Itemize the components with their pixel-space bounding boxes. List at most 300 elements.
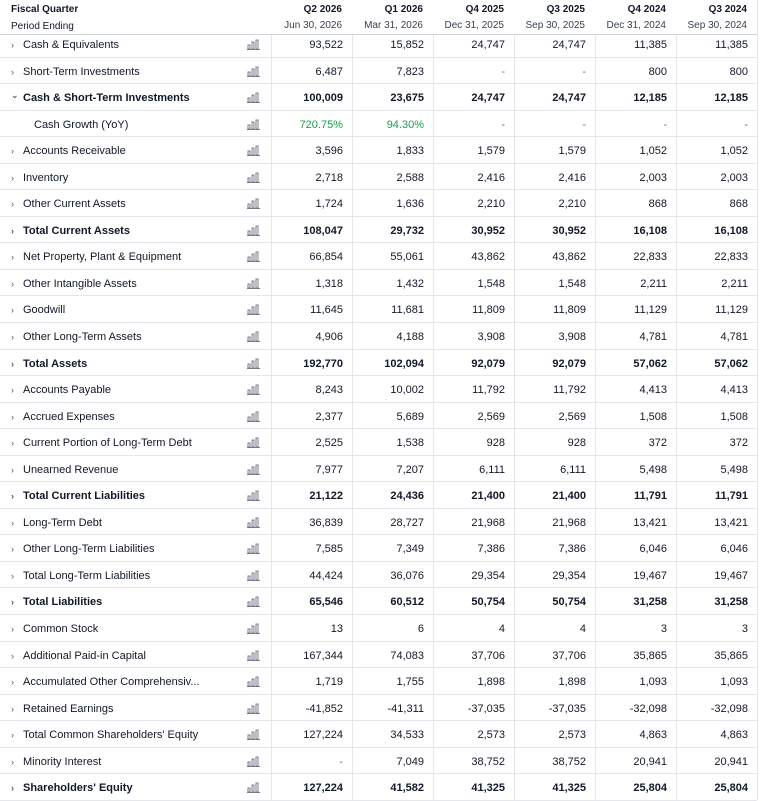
table-cell: 93,522 — [309, 39, 343, 51]
bar-chart-icon[interactable] — [247, 304, 260, 315]
bar-chart-icon[interactable] — [247, 251, 260, 262]
table-cell: 50,754 — [471, 596, 505, 609]
table-row[interactable] — [0, 748, 757, 775]
table-cell: 22,833 — [714, 251, 748, 264]
table-cell: 65,546 — [309, 596, 343, 609]
table-cell: 36,076 — [390, 569, 424, 582]
table-cell: 34,533 — [390, 729, 424, 742]
chevron-right-icon[interactable]: › — [11, 305, 14, 316]
table-cell: 11,792 — [553, 384, 586, 397]
table-cell: 11,809 — [553, 304, 586, 317]
table-cell: 44,424 — [309, 569, 343, 582]
row-label-text: Total Assets — [23, 357, 88, 370]
bar-chart-icon[interactable] — [247, 119, 260, 130]
row-label-text: Total Common Shareholders' Equity — [23, 729, 199, 742]
table-cell: 29,354 — [552, 569, 586, 582]
bar-chart-icon[interactable] — [247, 676, 260, 687]
row-label[interactable] — [11, 517, 102, 529]
table-row[interactable] — [0, 721, 757, 748]
table-cell: 372 — [729, 437, 748, 450]
row-label-text: Common Stock — [23, 623, 99, 636]
table-cell: 21,968 — [471, 516, 505, 529]
bar-chart-icon[interactable] — [247, 782, 260, 793]
table-cell: 4,863 — [720, 729, 748, 742]
table-cell: 11,792 — [472, 384, 505, 397]
table-cell: 12,185 — [714, 92, 748, 105]
row-label[interactable] — [11, 304, 65, 316]
bar-chart-icon[interactable] — [247, 198, 260, 209]
table-row[interactable] — [0, 84, 757, 111]
column-divider — [595, 0, 596, 800]
chevron-right-icon[interactable]: › — [11, 40, 14, 50]
table-cell: 1,636 — [396, 198, 424, 211]
bar-chart-icon[interactable] — [247, 570, 260, 581]
chevron-right-icon[interactable]: › — [11, 358, 14, 369]
column-header[interactable] — [514, 0, 594, 35]
table-cell: 1,432 — [396, 277, 424, 290]
table-cell: 7,349 — [396, 543, 424, 556]
table-cell: 36,839 — [309, 516, 343, 529]
row-label-text: Minority Interest — [23, 755, 102, 768]
row-label[interactable] — [11, 596, 102, 608]
table-cell: 37,706 — [471, 649, 505, 662]
table-row[interactable] — [0, 615, 757, 642]
table-cell: -41,852 — [305, 702, 343, 715]
row-label-text: Cash & Equivalents — [23, 39, 119, 51]
bar-chart-icon[interactable] — [247, 358, 260, 369]
table-cell: 94.30% — [386, 118, 424, 131]
row-label[interactable] — [11, 66, 140, 78]
column-header[interactable] — [676, 0, 756, 35]
bar-chart-icon[interactable] — [247, 145, 260, 156]
bar-chart-icon[interactable] — [247, 39, 260, 50]
table-cell: 5,689 — [396, 410, 424, 423]
bar-chart-icon[interactable] — [247, 729, 260, 740]
row-label-text: Other Long-Term Liabilities — [23, 543, 155, 556]
table-cell: 372 — [648, 437, 667, 450]
table-cell: 4,781 — [639, 331, 667, 344]
table-cell: 1,318 — [315, 277, 343, 290]
row-label[interactable] — [11, 411, 115, 423]
table-cell: 720.75% — [299, 118, 343, 131]
table-cell: 1,579 — [477, 145, 505, 158]
table-cell: -37,035 — [467, 702, 505, 715]
table-cell: 60,512 — [390, 596, 424, 609]
table-cell: 30,952 — [552, 224, 586, 237]
table-cell: 5,498 — [720, 463, 748, 476]
row-label-text: Cash & Short-Term Investments — [23, 92, 190, 105]
column-period-date: Dec 31, 2024 — [606, 20, 666, 31]
chevron-right-icon[interactable]: › — [11, 172, 14, 183]
table-cell: 15,852 — [390, 39, 424, 51]
table-cell: 868 — [648, 198, 667, 211]
table-cell: 7,386 — [477, 543, 505, 556]
bar-chart-icon[interactable] — [247, 517, 260, 528]
table-row[interactable] — [0, 668, 757, 695]
balance-sheet-table — [0, 31, 757, 801]
table-cell: 24,747 — [552, 92, 586, 105]
table-cell: 25,804 — [714, 782, 748, 795]
chevron-right-icon[interactable]: › — [11, 491, 14, 502]
table-cell: 2,210 — [558, 198, 586, 211]
column-divider — [433, 0, 434, 800]
table-row[interactable] — [0, 509, 757, 536]
table-row[interactable] — [0, 562, 757, 589]
table-cell: - — [339, 755, 343, 768]
row-label[interactable] — [11, 251, 181, 263]
table-cell: 21,122 — [309, 490, 343, 503]
row-label-text: Current Portion of Long-Term Debt — [23, 437, 192, 450]
table-row[interactable] — [0, 58, 757, 85]
table-cell: 16,108 — [633, 224, 667, 237]
table-row[interactable] — [0, 588, 757, 615]
table-cell: 2,003 — [720, 171, 748, 184]
row-label[interactable] — [11, 92, 190, 104]
row-label[interactable] — [11, 39, 119, 51]
bar-chart-icon[interactable] — [247, 66, 260, 77]
bar-chart-icon[interactable] — [247, 278, 260, 289]
table-cell: 1,508 — [720, 410, 748, 423]
table-cell: - — [501, 118, 505, 131]
chevron-right-icon[interactable]: › — [11, 199, 14, 210]
table-cell: 1,833 — [396, 145, 424, 158]
table-cell: 167,344 — [303, 649, 343, 662]
bar-chart-icon[interactable] — [247, 437, 260, 448]
table-cell: 35,865 — [714, 649, 748, 662]
row-label-text: Accumulated Other Comprehensiv... — [23, 676, 200, 689]
table-cell: 4,188 — [396, 331, 424, 344]
table-cell: 108,047 — [303, 224, 343, 237]
row-label[interactable] — [11, 570, 150, 582]
table-cell: 1,898 — [477, 676, 505, 689]
table-cell: 24,747 — [471, 92, 505, 105]
chevron-right-icon[interactable]: › — [11, 385, 14, 396]
table-cell: 4,413 — [639, 384, 667, 397]
row-label[interactable] — [34, 119, 128, 131]
table-cell: 38,752 — [471, 755, 505, 768]
table-cell: 55,061 — [390, 251, 424, 264]
table-cell: 43,862 — [471, 251, 505, 264]
bar-chart-icon[interactable] — [247, 464, 260, 475]
table-cell: 6,487 — [315, 65, 343, 78]
table-row[interactable] — [0, 350, 757, 377]
table-cell: 13,421 — [714, 516, 748, 529]
table-cell: 8,243 — [315, 384, 343, 397]
table-cell: 66,854 — [309, 251, 343, 264]
table-cell: 6,046 — [639, 543, 667, 556]
table-row[interactable] — [0, 296, 757, 323]
row-label-text: Accounts Payable — [23, 384, 112, 397]
row-label[interactable] — [11, 278, 137, 290]
chevron-right-icon[interactable]: › — [11, 730, 14, 741]
table-cell: 50,754 — [552, 596, 586, 609]
row-label-text: Retained Earnings — [23, 702, 114, 715]
table-cell: 7,823 — [396, 65, 424, 78]
row-label-text: Short-Term Investments — [23, 65, 140, 78]
row-label[interactable] — [11, 490, 145, 502]
row-label[interactable] — [11, 464, 118, 476]
column-period-date: Sep 30, 2024 — [687, 20, 747, 31]
table-cell: 3,596 — [315, 145, 343, 158]
table-cell: 31,258 — [714, 596, 748, 609]
column-header[interactable] — [271, 0, 351, 35]
row-label-text: Total Current Liabilities — [23, 490, 146, 503]
table-cell: 1,052 — [720, 145, 748, 158]
table-cell: - — [663, 118, 667, 131]
bar-chart-icon[interactable] — [247, 490, 260, 501]
column-divider — [514, 0, 515, 800]
bar-chart-icon[interactable] — [247, 703, 260, 714]
bar-chart-icon[interactable] — [247, 756, 260, 767]
chevron-right-icon[interactable]: › — [11, 570, 14, 581]
table-cell: 41,325 — [471, 782, 505, 795]
table-cell: 92,079 — [471, 357, 505, 370]
row-label[interactable] — [11, 756, 101, 768]
table-cell: 74,083 — [390, 649, 424, 662]
row-label-text: Accounts Receivable — [23, 145, 126, 158]
row-label[interactable] — [11, 145, 126, 157]
table-cell: -32,098 — [710, 702, 748, 715]
table-cell: 2,569 — [558, 410, 586, 423]
column-period-date: Jun 30, 2026 — [284, 20, 342, 31]
row-label-text: Unearned Revenue — [23, 463, 119, 476]
row-label-text: Other Current Assets — [23, 198, 126, 211]
table-cell: 41,325 — [552, 782, 586, 795]
row-label-text: Net Property, Plant & Equipment — [23, 251, 182, 264]
chevron-right-icon[interactable]: › — [11, 544, 14, 555]
table-row[interactable] — [0, 164, 757, 191]
table-cell: 6 — [417, 623, 424, 636]
chevron-right-icon[interactable]: › — [11, 278, 14, 289]
bar-chart-icon[interactable] — [247, 650, 260, 661]
chevron-right-icon[interactable]: › — [11, 650, 14, 661]
table-cell: 3 — [741, 623, 748, 636]
row-label[interactable] — [11, 782, 133, 794]
table-cell: 1,052 — [639, 145, 667, 158]
column-quarter: Q1 2026 — [384, 4, 423, 15]
table-cell: -37,035 — [548, 702, 586, 715]
row-label-text: Long-Term Debt — [23, 516, 102, 529]
table-row[interactable] — [0, 217, 757, 244]
table-row[interactable] — [0, 190, 757, 217]
column-quarter: Q4 2024 — [627, 4, 666, 15]
table-cell: 11,645 — [310, 304, 343, 317]
chevron-right-icon[interactable]: › — [11, 225, 14, 236]
table-cell: 1,755 — [396, 676, 424, 689]
table-row[interactable] — [0, 323, 757, 350]
table-cell: 1,548 — [558, 277, 586, 290]
bar-chart-icon[interactable] — [247, 411, 260, 422]
column-quarter: Q4 2025 — [465, 4, 504, 15]
table-cell: - — [501, 65, 505, 78]
table-cell: 868 — [729, 198, 748, 211]
table-cell: 11,791 — [714, 490, 748, 503]
table-row[interactable] — [0, 403, 757, 430]
table-cell: 192,770 — [303, 357, 343, 370]
table-cell: 2,416 — [558, 171, 586, 184]
table-cell: 102,094 — [384, 357, 424, 370]
table-header — [0, 0, 757, 35]
table-row[interactable] — [0, 137, 757, 164]
bar-chart-icon[interactable] — [247, 543, 260, 554]
table-cell: 1,898 — [558, 676, 586, 689]
table-cell: 4,863 — [639, 729, 667, 742]
table-cell: 10,002 — [390, 384, 424, 397]
row-label-text: Other Intangible Assets — [23, 277, 137, 290]
table-cell: 57,062 — [714, 357, 748, 370]
table-row[interactable] — [0, 429, 757, 456]
row-label[interactable] — [11, 358, 87, 370]
chevron-right-icon[interactable]: › — [11, 438, 14, 449]
chevron-right-icon[interactable]: › — [11, 624, 14, 635]
table-cell: 3 — [660, 623, 667, 636]
table-row[interactable] — [0, 270, 757, 297]
column-period-date: Sep 30, 2025 — [525, 20, 585, 31]
table-cell: 57,062 — [633, 357, 667, 370]
chevron-right-icon[interactable]: › — [11, 677, 14, 688]
row-label[interactable] — [11, 331, 142, 343]
table-right-border — [757, 0, 758, 800]
column-divider — [271, 0, 272, 800]
table-row[interactable] — [0, 535, 757, 562]
chevron-right-icon[interactable]: › — [11, 411, 14, 422]
bar-chart-icon[interactable] — [247, 331, 260, 342]
table-cell: 29,354 — [471, 569, 505, 582]
row-label[interactable] — [11, 676, 199, 688]
bar-chart-icon[interactable] — [247, 596, 260, 607]
table-row[interactable] — [0, 111, 757, 138]
table-cell: 43,862 — [552, 251, 586, 264]
table-cell: 41,582 — [390, 782, 424, 795]
chevron-down-icon[interactable]: ⌄ — [11, 90, 19, 101]
row-label[interactable] — [11, 198, 126, 210]
table-cell: 2,573 — [558, 729, 586, 742]
bar-chart-icon[interactable] — [247, 384, 260, 395]
table-cell: 3,908 — [477, 331, 505, 344]
table-cell: 4,906 — [315, 331, 343, 344]
table-cell: 1,093 — [639, 676, 667, 689]
table-cell: 29,732 — [390, 224, 424, 237]
period-ending-label: Period Ending — [11, 21, 74, 32]
chevron-right-icon[interactable]: › — [11, 66, 14, 77]
table-cell: 25,804 — [633, 782, 667, 795]
row-label-text: Goodwill — [23, 304, 66, 317]
column-divider — [352, 0, 353, 800]
table-cell: 4 — [498, 623, 505, 636]
table-row[interactable] — [0, 456, 757, 483]
chevron-right-icon[interactable]: › — [11, 756, 14, 767]
chevron-right-icon[interactable]: › — [11, 597, 14, 608]
column-quarter: Q3 2024 — [708, 4, 747, 15]
table-cell: 100,009 — [303, 92, 343, 105]
table-cell: 2,211 — [640, 277, 667, 290]
table-cell: 2,718 — [315, 171, 343, 184]
row-label[interactable] — [11, 729, 198, 741]
row-label[interactable] — [11, 623, 98, 635]
row-label-text: Accrued Expenses — [23, 410, 115, 423]
row-label[interactable] — [11, 172, 68, 184]
table-cell: 2,525 — [315, 437, 343, 450]
table-row[interactable] — [0, 243, 757, 270]
chevron-right-icon[interactable]: › — [11, 146, 14, 157]
chevron-right-icon[interactable]: › — [11, 517, 14, 528]
table-cell: 928 — [486, 437, 505, 450]
chevron-right-icon[interactable]: › — [11, 464, 14, 475]
table-cell: 7,386 — [558, 543, 586, 556]
table-row[interactable] — [0, 642, 757, 669]
table-cell: 4,413 — [720, 384, 748, 397]
table-cell: 37,706 — [552, 649, 586, 662]
chevron-right-icon[interactable]: › — [11, 783, 14, 794]
table-cell: 928 — [567, 437, 586, 450]
row-label[interactable] — [11, 384, 111, 396]
bar-chart-icon[interactable] — [247, 225, 260, 236]
table-cell: 13 — [330, 623, 343, 636]
table-cell: 7,049 — [396, 755, 424, 768]
table-cell: 3,908 — [558, 331, 586, 344]
chevron-right-icon[interactable]: › — [11, 332, 14, 343]
fiscal-quarter-label: Fiscal Quarter — [11, 4, 79, 15]
bar-chart-icon[interactable] — [247, 623, 260, 634]
table-cell: 2,377 — [315, 410, 343, 423]
table-cell: 11,129 — [715, 304, 748, 317]
table-cell: 2,416 — [477, 171, 505, 184]
row-label[interactable] — [11, 225, 130, 237]
table-cell: 31,258 — [633, 596, 667, 609]
row-label-text: Inventory — [23, 171, 69, 184]
table-cell: 11,385 — [634, 39, 667, 51]
column-header[interactable] — [595, 0, 675, 35]
table-row[interactable] — [0, 482, 757, 509]
table-cell: 21,400 — [471, 490, 505, 503]
table-cell: 30,952 — [471, 224, 505, 237]
row-label[interactable] — [11, 703, 114, 715]
row-label[interactable] — [11, 437, 192, 449]
row-label-text: Other Long-Term Assets — [23, 331, 142, 344]
column-header[interactable] — [352, 0, 432, 35]
table-cell: 13,421 — [633, 516, 667, 529]
chevron-right-icon[interactable]: › — [11, 703, 14, 714]
table-cell: 6,111 — [560, 463, 586, 476]
table-cell: 2,588 — [396, 171, 424, 184]
table-cell: 20,941 — [633, 755, 667, 768]
column-header[interactable] — [433, 0, 513, 35]
chevron-right-icon[interactable]: › — [11, 252, 14, 263]
column-quarter: Q3 2025 — [546, 4, 585, 15]
table-cell: 35,865 — [633, 649, 667, 662]
table-row[interactable] — [0, 695, 757, 722]
table-cell: 1,579 — [558, 145, 586, 158]
bar-chart-icon[interactable] — [247, 92, 260, 103]
table-row[interactable] — [0, 376, 757, 403]
table-cell: 4 — [579, 623, 586, 636]
table-cell: 7,977 — [315, 463, 343, 476]
table-cell: 800 — [729, 65, 748, 78]
table-cell: 2,211 — [721, 277, 748, 290]
table-cell: 800 — [648, 65, 667, 78]
table-cell: 1,548 — [477, 277, 505, 290]
bar-chart-icon[interactable] — [247, 172, 260, 183]
table-cell: 127,224 — [303, 729, 343, 742]
row-label[interactable] — [11, 543, 154, 555]
column-quarter: Q2 2026 — [303, 4, 342, 15]
table-cell: 2,573 — [477, 729, 505, 742]
table-cell: 7,585 — [315, 543, 343, 556]
table-cell: 24,436 — [390, 490, 424, 503]
row-label[interactable] — [11, 650, 146, 662]
table-row[interactable] — [0, 774, 757, 801]
table-cell: -32,098 — [629, 702, 667, 715]
